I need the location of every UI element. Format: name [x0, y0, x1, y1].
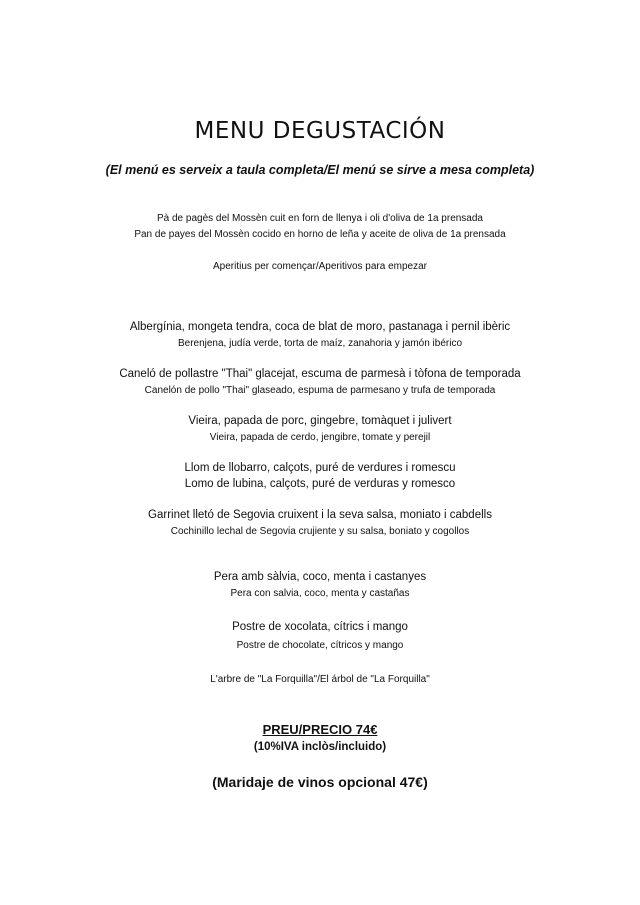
- dish-2-ca: Caneló de pollastre "Thai" glacejat, escuma de parmesà i tòfona de temporada: [119, 368, 521, 380]
- bread-es: Pan de payes del Mossèn cocido en horno de leña y aceite de oliva de 1a prensada: [134, 229, 506, 240]
- dish-4-es: Lomo de lubina, calçots, puré de verduras y romesco: [184, 478, 456, 490]
- dish-5-ca: Garrinet lletó de Segovia cruixent i la seva salsa, moniato i cabdells: [148, 509, 492, 521]
- wine-pairing: (Maridaje de vinos opcional 47€): [212, 774, 428, 790]
- dish-4-ca: Llom de llobarro, calçots, puré de verdures i romescu: [184, 462, 456, 474]
- dessert-2-ca: Postre de xocolata, cítrics i mango: [232, 621, 408, 633]
- dish-3-ca: Vieira, papada de porc, gingebre, tomàquet i julivert: [188, 415, 452, 427]
- dish-2-es: Canelón de pollo "Thai" glaseado, espuma de parmesano y trufa de temporada: [144, 385, 496, 396]
- dessert-2-es: Postre de chocolate, cítricos y mango: [236, 640, 404, 651]
- dish-5-es: Cochinillo lechal de Segovia crujiente y su salsa, boniato y cogollos: [170, 526, 470, 537]
- tree-dish: L'arbre de "La Forquilla"/El árbol de "La Forquilla": [210, 674, 430, 685]
- dish-1-es: Berenjena, judía verde, torta de maíz, zanahoria y jamón ibérico: [177, 338, 463, 349]
- bread-ca: Pà de pagès del Mossèn cuit en forn de llenya i oli d'oliva de 1a prensada: [156, 213, 483, 224]
- dish-3-es: Vieira, papada de cerdo, jengibre, tomate y perejil: [209, 432, 431, 443]
- price-label: PREU/PRECIO 74€: [262, 722, 378, 737]
- dessert-1-es: Pera con salvia, coco, menta y castañas: [230, 588, 410, 599]
- dish-1-ca: Albergínia, mongeta tendra, coca de blat de moro, pastanaga i pernil ibèric: [129, 321, 511, 333]
- menu-subtitle: (El menú es serveix a taula completa/El menú se sirve a mesa completa): [105, 163, 535, 177]
- dessert-1-ca: Pera amb sàlvia, coco, menta i castanyes: [213, 571, 427, 583]
- menu-title: MENU DEGUSTACIÓN: [194, 118, 446, 144]
- aperitifs: Aperitius per començar/Aperitivos para empezar: [213, 261, 427, 272]
- price-note: (10%IVA inclòs/incluido): [253, 741, 387, 753]
